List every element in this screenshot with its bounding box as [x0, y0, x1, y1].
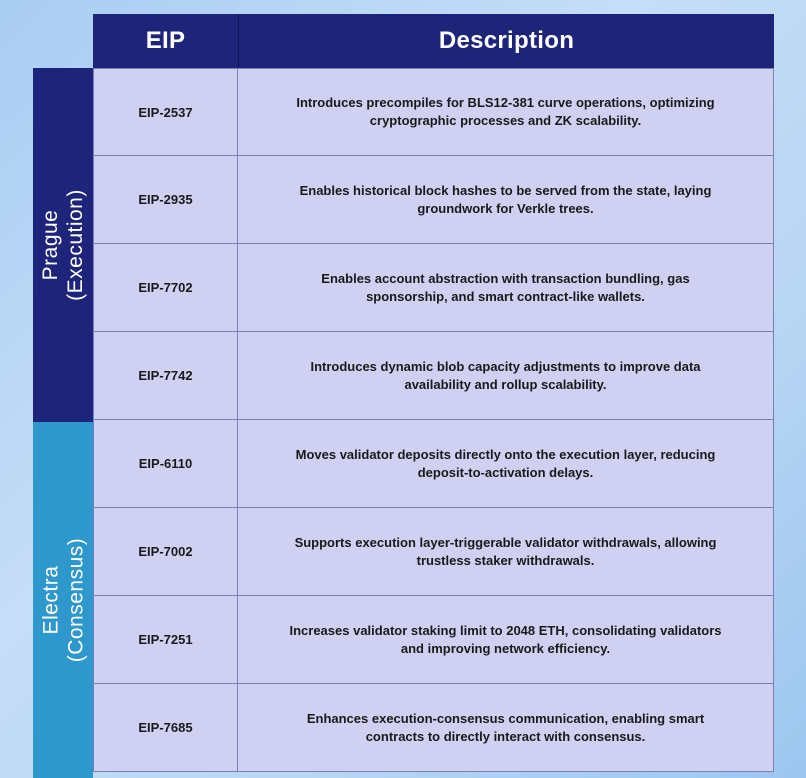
table-row [93, 68, 774, 156]
eip-id: EIP-7702 [93, 244, 238, 331]
eip-description [238, 244, 774, 331]
table-row [93, 508, 774, 596]
table-row [93, 684, 774, 772]
eip-description-line: Enables account abstraction with transaction bundling, gas [321, 270, 690, 286]
eip-id: EIP-7742 [93, 332, 238, 419]
eip-description [238, 508, 774, 595]
group-electra-name: Electra [39, 565, 62, 635]
group-electra [33, 422, 93, 778]
eip-id: EIP-6110 [93, 420, 238, 507]
group-prague-name: Prague [39, 209, 62, 281]
eip-description [238, 596, 774, 683]
group-prague [33, 68, 93, 422]
eip-id: EIP-7251 [93, 596, 238, 683]
header-eip: EIP [93, 14, 239, 68]
eip-description-line: Supports execution layer-triggerable validator withdrawals, allowing [294, 534, 717, 550]
eip-description-line: groundwork for Verkle trees. [417, 200, 594, 216]
eip-description-line: Increases validator staking limit to 2048 ETH, consolidating validators [289, 622, 722, 638]
eip-description [238, 69, 774, 155]
eip-description-line: sponsorship, and smart contract-like wallets. [366, 288, 645, 304]
eip-id: EIP-2935 [93, 156, 238, 243]
eip-description-line: trustless staker withdrawals. [416, 552, 595, 568]
eip-description-line: Introduces precompiles for BLS12-381 curve operations, optimizing [296, 95, 715, 110]
eip-description [238, 332, 774, 419]
eip-description-line: Introduces dynamic blob capacity adjustments to improve data [310, 358, 701, 374]
eip-description [238, 420, 774, 507]
eip-description-line: contracts to directly interact with consensus. [365, 728, 646, 744]
table-row [93, 420, 774, 508]
table-row [93, 332, 774, 420]
eip-description-line: availability and rollup scalability. [404, 376, 607, 392]
eip-id: EIP-7685 [93, 684, 238, 771]
eip-description-line: Enhances execution-consensus communication, enabling smart [306, 710, 705, 726]
table-body [93, 68, 774, 778]
eip-description-line: cryptographic processes and ZK scalability. [369, 113, 642, 128]
eip-table [33, 14, 774, 778]
group-electra-layer: (Consensus) [64, 537, 87, 663]
eip-description [238, 684, 774, 771]
eip-description-line: and improving network efficiency. [400, 640, 611, 656]
table-header [93, 14, 774, 68]
table-row [93, 156, 774, 244]
group-electra-label [38, 538, 88, 663]
eip-description-line: deposit-to-activation delays. [417, 464, 594, 480]
table-row [93, 596, 774, 684]
eip-id: EIP-7002 [93, 508, 238, 595]
table-row [93, 244, 774, 332]
group-prague-label [38, 189, 88, 301]
eip-description-line: Enables historical block hashes to be served from the state, laying [299, 182, 712, 198]
header-description: Description [438, 27, 575, 54]
eip-description-line: Moves validator deposits directly onto the execution layer, reducing [295, 446, 716, 462]
eip-description [238, 156, 774, 243]
group-prague-layer: (Execution) [64, 189, 87, 301]
eip-id: EIP-2537 [93, 69, 238, 155]
